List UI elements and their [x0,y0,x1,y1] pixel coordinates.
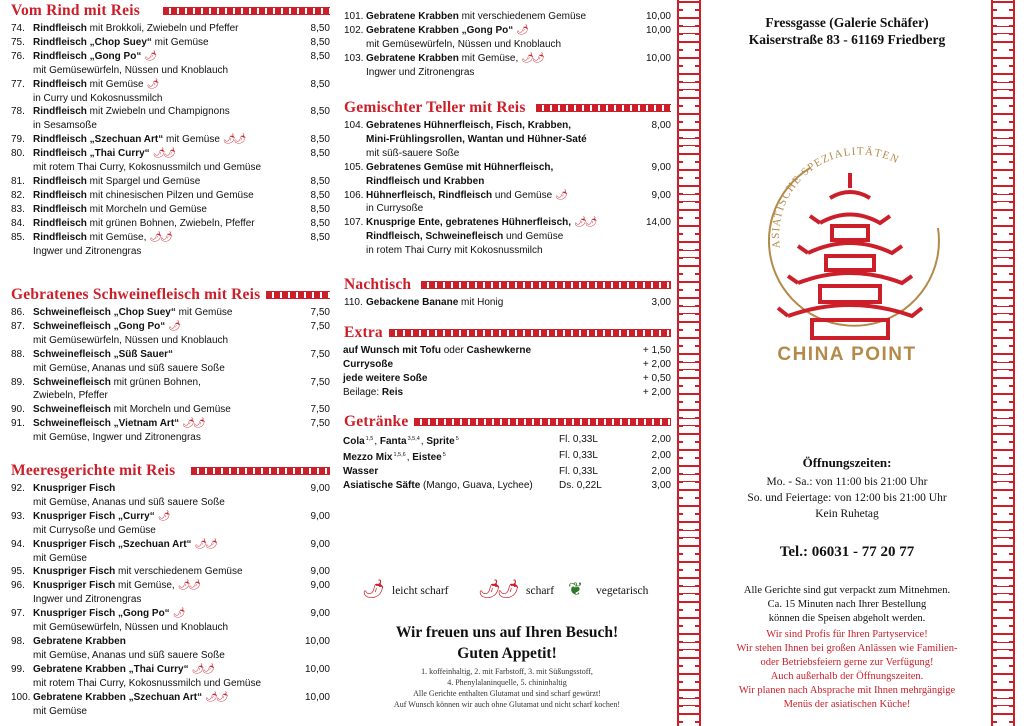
chili-icon: 🌶🌶 [222,134,245,146]
pagoda-logo [750,128,960,378]
item-name: Rindfleisch „Thai Curry“ [33,148,150,160]
extra-connector: Beilage: [343,386,382,398]
chili-icon: 🌶🌶 [194,538,216,550]
item-name: Knuspriger Fisch [33,566,116,578]
svg-text:ASIATISCHE SPEZIALITÄTEN: ASIATISCHE SPEZIALITÄTEN [770,145,902,250]
item-description: und Gemüse [492,189,553,201]
item-name: Gebackene Banane [366,297,459,308]
menu-item [8,306,330,320]
item-price: 10,00 [645,11,671,22]
menu-item [341,52,671,80]
beverage-row: Wasser Fl. 0,33L 2,00 [343,465,671,477]
item-description-line2: mit Gemüsewürfeln, Nüssen und Knoblauch [33,64,229,76]
item-number: 84. [11,217,25,229]
item-price: 8,50 [310,231,330,243]
extra-price: + 1,50 [642,345,671,356]
menu-column-left [8,0,330,718]
chili-icon: 🌶🌶 [149,231,171,243]
item-price: 9,00 [310,538,330,550]
menu-list [341,296,671,322]
extra-row [341,344,671,358]
item-price: 7,50 [310,307,330,318]
decorative-border-right [991,0,1015,726]
menu-item [341,216,671,258]
menu-item [8,175,330,189]
item-description: mit chinesischen Pilzen und Gemüse [86,189,254,201]
item-price: 8,50 [310,175,330,187]
item-price: 9,00 [310,510,330,522]
item-name: Schweinefleisch „Chop Suey“ [33,307,176,318]
item-number: 76. [11,50,25,62]
item-price: 8,50 [310,78,330,90]
menu-item [341,189,671,217]
section-title-gemischt: Gemischter Teller mit Reis [341,97,671,119]
item-number: 103. [344,52,364,64]
item-description-line2: mit Gemüsewürfeln, Nüssen und Knoblauch [33,334,229,346]
item-description-line2: mit Gemüsewürfeln, Nüssen und Knoblauch [33,622,229,634]
menu-item [341,10,671,24]
item-price: 3,00 [651,297,671,308]
item-number: 97. [11,608,25,620]
item-description-line2: mit Gemüsewürfeln, Nüssen und Knoblauch [366,38,562,50]
section-title-meer: Meeresgerichte mit Reis [8,460,330,482]
chili-icon: 🌶 [168,320,179,332]
item-description-line2: mit Gemüse, Ananas und süß sauere Soße [33,362,225,374]
menu-item [8,348,330,376]
item-number: 96. [11,580,25,592]
item-name: Rindfleisch [33,189,87,201]
menu-item [8,22,330,36]
section-title-nachtisch: Nachtisch [341,274,671,296]
item-price: 9,00 [651,161,671,173]
item-number: 87. [11,320,25,332]
item-price: 7,50 [310,348,330,360]
item-price: 7,50 [310,418,330,430]
item-number: 102. [344,24,364,36]
item-name-cont: Rindfleisch, Schweinefleisch [366,231,504,243]
chili-icon: 🌶 [157,510,169,522]
item-description-line2: in Curry und Kokosnussmilch [33,92,163,104]
item-number: 89. [11,376,25,388]
item-description-line2: Zwiebeln, Pfeffer [33,390,108,402]
item-description: mit Gemüse, [458,52,519,64]
menu-item [341,24,671,52]
item-name: Rindfleisch „Gong Po“ [33,50,142,62]
item-name: Rindfleisch [33,78,87,90]
menu-item [8,635,330,663]
menu-list [341,0,671,97]
item-price: 7,50 [310,320,330,332]
chili-icon: 🌶🌶 [191,663,213,675]
item-name: Rindfleisch [33,23,87,34]
legend-hot: scharf [526,585,555,597]
menu-item [8,691,330,719]
decorative-border-left [677,0,701,726]
menu-item [8,376,330,404]
item-number: 107. [344,217,364,229]
chili-icon: 🌶 [555,189,566,201]
menu-item [8,147,330,175]
menu-item [8,50,330,78]
extra-row [341,358,671,372]
beverage-list [341,433,671,493]
thanks-message: Wir freuen uns auf Ihren Besuch! Guten Appetit! [395,624,619,662]
item-number: 74. [11,23,25,34]
item-price: 10,00 [304,691,330,703]
chili-icon: 🌶🌶 [152,148,175,160]
item-description-line2: mit Gemüse, Ananas und süß sauere Soße [33,496,225,508]
item-name: Schweinefleisch „Gong Po“ [33,320,166,332]
item-description: und Gemüse [503,231,564,243]
item-number: 85. [11,231,25,243]
menu-item [8,78,330,106]
item-number: 95. [11,566,25,578]
extra-row [341,386,671,400]
item-name: Hühnerfleisch, Rindfleisch [366,189,493,201]
item-number: 90. [11,404,25,416]
item-description-line2: mit Gemüse [33,552,87,564]
item-name: Rindfleisch [33,217,87,229]
double-chili-icon: 🌶🌶 [478,579,516,599]
item-description: mit grünen Bohnen, [110,376,201,388]
item-name: Schweinefleisch „Vietnam Art“ [33,418,180,430]
extra-row [341,372,671,386]
menu-item [8,663,330,691]
item-name: Gebratene Krabben [366,11,459,22]
item-number: 100. [11,691,31,703]
item-price: 8,50 [310,217,330,229]
item-number: 94. [11,538,25,550]
extra-name: Cashewkerne [466,345,532,356]
takeaway-info: Alle Gerichte sind gut verpackt zum Mitnehmen. Ca. 15 Minuten nach Ihrer Bestellung können die Speisen abgeholt werden. [743,585,951,624]
item-price: 9,00 [310,483,330,494]
party-service-info: Wir sind Profis für Ihren Partyservice! Wir stehen Ihnen bei großen Anlässen wie Familien- oder Betriebsfeiern gerne zur Verfügung! Auch außerhalb der Öffnungszeiten. Wir planen nach Absprache mit Ihnen mehrgängige Menüs der asiatischen Küche! [736,629,958,710]
chili-icon: 🌶🌶 [521,52,543,64]
restaurant-name: CHINA POINT [777,344,917,365]
item-number: 91. [11,418,25,430]
item-price: 10,00 [645,24,671,36]
item-number: 88. [11,348,25,360]
section-title-getraenke: Getränke [341,411,671,433]
item-description-line2: mit Gemüse [33,705,87,717]
menu-item [8,482,330,510]
menu-list [341,119,671,274]
item-name: Rindfleisch „Szechuan Art“ [33,134,164,146]
item-name: Gebratenes Hühnerfleisch, Fisch, Krabben, [366,120,572,131]
menu-item [8,105,330,133]
item-number: 82. [11,189,25,201]
item-description: mit Gemüse, [115,580,175,592]
item-number: 106. [344,189,364,201]
item-price: 8,50 [310,148,330,160]
beverage-row: Cola$^{1,5}$, Fanta$^{3,5,4}$, Sprite$^5$ Fl. 0,33L 2,00 [343,434,671,447]
item-description: mit Gemüse [86,78,144,90]
menu-item [341,161,671,189]
menu-item [8,417,330,445]
item-number: 99. [11,663,25,675]
chili-icon: 🌶 [172,608,184,620]
extra-list [341,344,671,411]
menu-item [8,133,330,147]
chili-icon: 🌶🌶 [205,691,227,703]
item-name: Schweinefleisch [33,404,111,416]
item-description-line2: mit Gemüse, Ingwer und Zitronengras [33,432,201,444]
item-name: Knuspriger Fisch „Gong Po“ [33,608,170,620]
item-price: 8,50 [310,203,330,215]
item-price: 10,00 [304,663,330,675]
item-price: 8,50 [310,50,330,62]
item-description-line2: Ingwer und Zitronengras [33,245,142,257]
legend-veg: vegetarisch [596,585,649,597]
item-name: Rindfleisch [33,231,87,243]
chili-icon: 🌶 [146,78,158,90]
section-title-rind: Vom Rind mit Reis [8,0,330,22]
menu-column-middle [341,0,671,493]
beverage-row: Mezzo Mix$^{1,5,6}$, Eistee$^5$ Fl. 0,33L 2,00 [343,449,671,463]
phone-number[interactable]: Tel.: 06031 - 77 20 77 [779,544,915,560]
item-price: 8,50 [310,189,330,201]
item-name: Gebratene Krabben „Thai Curry“ [33,663,189,675]
chili-icon: 🌶🌶 [177,580,200,592]
item-description-line2: in rotem Thai Curry mit Kokosnussmilch [366,245,543,257]
menu-item [341,296,671,310]
item-price: 8,50 [310,23,330,34]
item-number: 83. [11,203,25,215]
item-number: 93. [11,510,25,522]
item-number: 105. [344,161,364,173]
item-price: 9,00 [310,566,330,578]
extra-name: jede weitere Soße [343,372,428,384]
item-price: 9,00 [310,580,330,592]
leaf-icon: ❦ [568,579,580,599]
item-description: mit verschiedenem Gemüse [458,11,587,22]
item-number: 104. [344,120,364,131]
item-description: mit Brokkoli, Zwiebeln und Pfeffer [86,23,239,34]
item-price: 8,00 [651,120,671,131]
menu-item [8,538,330,566]
extra-connector: oder [440,345,467,356]
item-description-line2: in Sesamsoße [33,120,97,132]
menu-item [8,579,330,607]
item-description-line2: mit Currysoße und Gemüse [33,524,156,536]
beverage-row: Asiatische Säfte (Mango, Guava, Lychee) Ds. 0,22L 3,00 [343,479,671,491]
extra-price: + 2,00 [642,358,671,370]
chili-icon: 🌶 [362,579,381,599]
menu-item [8,189,330,203]
item-name: Knuspriger Fisch [33,580,116,592]
item-description: mit Gemüse [163,134,220,146]
item-name: Knuspriger Fisch [33,483,116,494]
chili-icon: 🌶🌶 [182,418,204,430]
item-number: 98. [11,635,25,647]
menu-item [8,36,330,50]
item-name: Rindfleisch [33,106,87,118]
section-title-extra: Extra [341,322,671,344]
item-name: Knuspriger Fisch „Szechuan Art“ [33,538,192,550]
extra-name: auf Wunsch mit Tofu [343,345,441,356]
item-description: mit Spargel und Gemüse [86,175,201,187]
menu-item [8,510,330,538]
item-price: 8,50 [310,134,330,146]
item-price: 9,00 [310,608,330,620]
extra-price: + 2,00 [642,386,671,398]
item-price: 10,00 [304,635,330,647]
menu-item [8,203,330,217]
extra-name: Currysoße [343,358,394,370]
spice-legend [360,578,670,608]
item-description: mit Honig [458,297,504,308]
item-description-line2: mit süß-sauere Soße [366,147,460,159]
item-description: mit Zwiebeln und Champignons [86,106,230,118]
item-name: Gebratenes Gemüse mit Hühnerfleisch, [366,161,554,173]
item-number: 78. [11,106,25,118]
item-description-line2: mit Gemüse, Ananas und süß sauere Soße [33,649,225,661]
item-description: mit Morcheln und Gemüse [110,404,231,416]
item-name: Knuspriger Fisch „Curry“ [33,510,155,522]
item-number: 79. [11,134,25,146]
menu-item [8,231,330,259]
footnotes: 1. koffeinhaltig, 2. mit Farbstoff, 3. mit Süßungsstoff, 4. Phenylalaninquelle, 5. chininhaltig Alle Gerichte enthalten Glutamat und sind scharf gewürzt! Auf Wunsch können wir auch ohne Glutamat und nicht scharf kochen! [393,667,621,709]
menu-item [8,320,330,348]
item-description: mit Gemüse, [86,231,147,243]
item-number: 75. [11,36,25,48]
menu-item [8,607,330,635]
item-number: 101. [344,11,364,22]
menu-item [8,403,330,417]
item-name: Gebratene Krabben [366,52,459,64]
item-name: Schweinefleisch [33,376,111,388]
item-name: Knusprige Ente, gebratenes Hühnerfleisch, [366,217,572,229]
item-price: 14,00 [645,217,671,229]
address: Fressgasse (Galerie Schäfer) Kaiserstraße 83 - 61169 Friedberg [748,15,946,47]
item-price: 7,50 [310,376,330,388]
item-description: mit Gemüse [151,36,209,48]
item-price: 8,50 [310,36,330,48]
item-name: Schweinefleisch „Süß Sauer“ [33,348,174,360]
item-number: 86. [11,307,25,318]
item-price: 10,00 [645,52,671,64]
item-name-cont: Mini-Frühlingsrollen, Wantan und Hühner-Saté [366,133,587,145]
item-number: 110. [344,297,363,308]
extra-price: + 0,50 [642,372,671,384]
item-name: Gebratene Krabben „Szechuan Art“ [33,691,203,703]
menu-item [341,119,671,161]
chili-icon: 🌶🌶 [574,217,596,229]
extra-name: Reis [381,386,404,398]
item-description-line2: mit rotem Thai Curry, Kokosnussmilch und Gemüse [33,162,262,174]
item-number: 92. [11,483,25,494]
item-description: mit Gemüse [175,307,233,318]
menu-list [8,482,330,718]
item-description-line2: mit rotem Thai Curry, Kokosnussmilch und Gemüse [33,677,262,689]
item-description-line2: in Currysoße [366,203,424,215]
item-name: Gebratene Krabben [33,635,126,647]
item-name: Rindfleisch „Chop Suey“ [33,36,152,48]
chili-icon: 🌶 [516,24,527,36]
item-description-line2: Ingwer und Zitronengras [366,66,475,78]
item-number: 77. [11,78,25,90]
section-title-schwein: Gebratenes Schweinefleisch mit Reis [8,284,330,306]
item-price: 9,00 [651,189,671,201]
item-description: mit grünen Bohnen, Zwiebeln, Pfeffer [86,217,255,229]
item-description-line2: Ingwer und Zitronengras [33,594,142,606]
item-price: 8,50 [310,106,330,118]
item-name: Gebratene Krabben „Gong Po“ [366,24,514,36]
item-number: 80. [11,148,25,160]
item-description: mit verschiedenem Gemüse [115,566,243,578]
item-number: 81. [11,175,25,187]
chili-icon: 🌶 [144,50,156,62]
menu-item [8,565,330,579]
item-name-cont: Rindfleisch und Krabben [366,175,485,187]
legend-mild: leicht scharf [392,585,449,597]
item-description: mit Morcheln und Gemüse [86,203,207,215]
hours-title: Öffnungszeiten: [802,455,892,470]
item-name: Rindfleisch [33,175,87,187]
menu-item [8,217,330,231]
item-price: 7,50 [310,404,330,416]
menu-list [8,22,330,282]
menu-list [8,306,330,458]
item-name: Rindfleisch [33,203,87,215]
opening-hours: Mo. - Sa.: von 11:00 bis 21:00 Uhr So. und Feiertage: von 12:00 bis 21:00 Uhr Kein Ruhetag [747,476,947,520]
